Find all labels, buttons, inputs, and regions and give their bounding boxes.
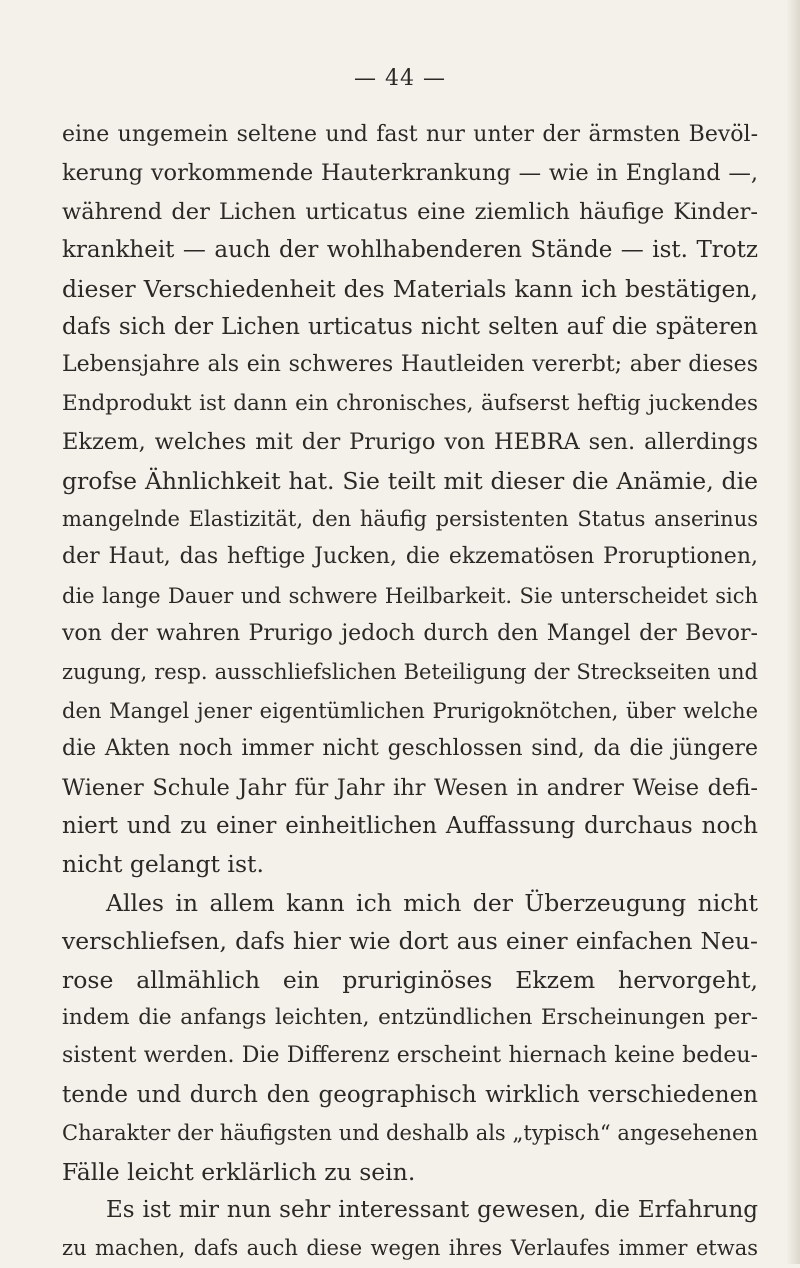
text-line: krankheit — auch der wohlhabenderen Stände — ist. Trotz (62, 237, 758, 264)
text-line: Charakter der häufigsten und deshalb als „typisch“ angesehenen (62, 1121, 758, 1146)
text-line: dieser Verschiedenheit des Materials kann ich bestätigen, (62, 274, 758, 303)
text-line: Wiener Schule Jahr für Jahr ihr Wesen in andrer Weise defi- (62, 774, 758, 801)
text-line: kerung vorkommende Hauterkrankung — wie in England —, (62, 160, 758, 187)
text-line: die Akten noch immer nicht geschlossen sind, da die jüngere (62, 736, 758, 762)
text-line: Endprodukt ist dann ein chronisches, äufserst heftig juckendes (62, 390, 758, 416)
text-line: rose allmählich ein pruriginöses Ekzem hervorgeht, (62, 965, 758, 994)
text-line: zu machen, dafs auch diese wegen ihres Verlaufes immer etwas (62, 1236, 758, 1261)
page-edge-shadow (786, 0, 800, 1264)
body-text (62, 116, 758, 1268)
page-number: — 44 — (354, 66, 446, 91)
text-line: zugung, resp. ausschliefslichen Beteiligung der Streckseiten und (62, 660, 758, 685)
text-line: sistent werden. Die Differenz erscheint hiernach keine bedeu- (62, 1043, 758, 1069)
text-line: während der Lichen urticatus eine ziemlich häufige Kinder- (62, 198, 758, 225)
text-line: verschliefsen, dafs hier wie dort aus einer einfachen Neu- (62, 927, 758, 956)
paragraph-start-line: Alles in allem kann ich mich der Überzeugung nicht (106, 888, 758, 917)
text-line: der Haut, das heftige Jucken, die ekzematösen Proruptionen, (62, 544, 758, 570)
text-line: indem die anfangs leichten, entzündlichen Erscheinungen per- (62, 1004, 758, 1030)
text-line: mangelnde Elastizität, den häufig persistenten Status anserinus (62, 506, 758, 531)
text-line: dafs sich der Lichen urticatus nicht selten auf die späteren (62, 313, 758, 340)
text-line: die lange Dauer und schwere Heilbarkeit. Sie unterscheidet sich (62, 583, 758, 608)
text-line: eine ungemein seltene und fast nur unter der ärmsten Bevöl- (62, 122, 758, 147)
paragraph-start-line: Es ist mir nun sehr interessant gewesen, die Erfahrung (106, 1196, 758, 1223)
paragraph-end-line: Fälle leicht erklärlich zu sein. (62, 1157, 416, 1186)
paragraph-end-line: nicht gelangt ist. (62, 850, 264, 879)
text-line: von der wahren Prurigo jedoch durch den Mangel der Bevor- (62, 621, 758, 647)
text-line: grofse Ähnlichkeit hat. Sie teilt mit dieser die Anämie, die (62, 466, 758, 495)
text-line: Lebensjahre als ein schweres Hautleiden vererbt; aber dieses (62, 352, 758, 378)
text-line: den Mangel jener eigentümlichen Prurigoknötchen, über welche (62, 698, 758, 723)
text-line: Ekzem, welches mit der Prurigo von HEBRA sen. allerdings (62, 429, 758, 456)
text-line: niert und zu einer einheitlichen Auffassung durchaus noch (62, 813, 758, 840)
text-line: tende und durch den geographisch wirklich verschiedenen (62, 1081, 758, 1108)
